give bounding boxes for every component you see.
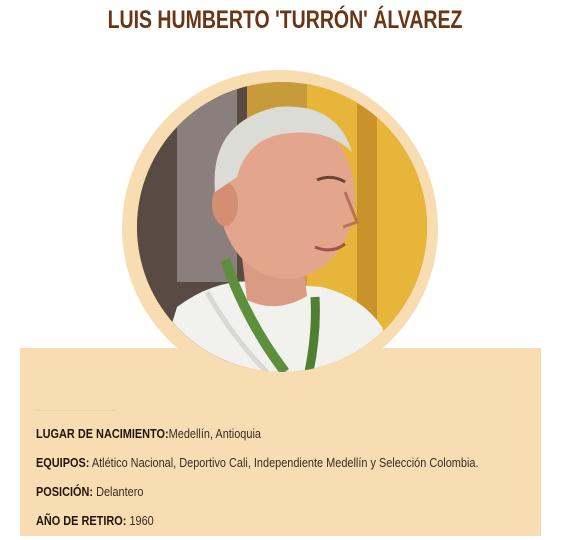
decorative-rule bbox=[36, 410, 116, 411]
info-value: Atlético Nacional, Deportivo Cali, Independiente Medellín y Selección Colombia. bbox=[89, 455, 479, 470]
info-label: LUGAR DE NACIMIENTO: bbox=[36, 426, 169, 441]
profile-info-list bbox=[36, 424, 556, 540]
info-row-birthplace bbox=[36, 424, 473, 453]
info-row-position bbox=[36, 482, 473, 511]
info-label: POSICIÓN: bbox=[36, 484, 94, 499]
info-label: AÑO DE RETIRO: bbox=[36, 513, 127, 528]
info-value: 1960 bbox=[126, 513, 154, 528]
page-title: LUIS HUMBERTO 'TURRÓN' ÁLVAREZ bbox=[107, 6, 463, 34]
info-label: EQUIPOS: bbox=[36, 455, 90, 470]
info-row-teams bbox=[36, 453, 479, 482]
portrait-photo bbox=[137, 82, 427, 372]
info-value: Delantero bbox=[93, 484, 144, 499]
portrait-photo-icon bbox=[137, 82, 427, 372]
info-row-retirement-year bbox=[36, 511, 473, 540]
info-value: Medellín, Antioquia bbox=[168, 426, 261, 441]
